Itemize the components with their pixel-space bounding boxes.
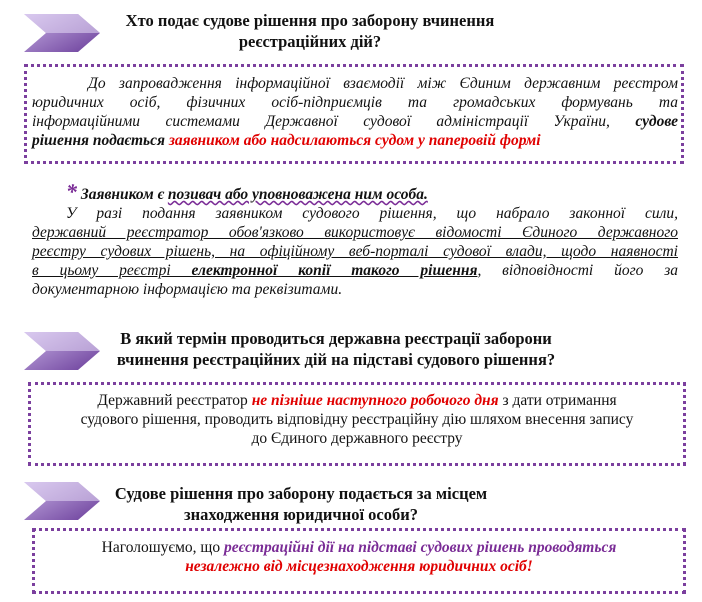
section-3-title-line-2: знаходження юридичної особи? [183,505,418,524]
section-1-title-line-1: Хто подає судове рішення про заборону вчинення [125,11,495,30]
chevron-arrow-icon [20,480,104,522]
chevron-arrow-icon [20,330,104,372]
chevron-arrow-icon [20,12,104,54]
note-paragraph [32,179,679,299]
section-3-answer-text [40,538,678,576]
section-2-answer-text [36,391,678,448]
section-2-title-line-1: В який термін проводиться державна реєстрації заборони [120,329,552,348]
section-2-title [96,328,576,370]
section-1-title [100,10,520,52]
note-line-1: * Заявником є позивач або уповноважена ним особа. [66,179,428,204]
asterisk-icon: * [66,179,77,204]
section-2-answer-line-1: Державний реєстратор не пізніше наступного робочого дня з дати отримання [97,392,617,409]
section-3-title-line-1: Судове рішення про заборону подається за місцем [114,484,488,503]
section-3-answer-line-1: Наголошуємо, що реєстраційні дії на підставі судових рішень проводяться [101,539,617,556]
note-line-5: в цьому реєстрі електронної копії такого рішення, відповідності його за [32,262,679,279]
section-3-title [96,483,506,525]
section-1-answer-text [32,74,678,150]
section-2-answer-line-3: до Єдиного державного реєстру [251,430,463,447]
section-3-answer-line-2: незалежно від місцезнаходження юридичних осіб! [185,558,533,575]
note-line-2: У разі подання заявником судового рішення, що набрало законної сили, [66,205,678,222]
section-1-title-line-2: реєстраційних дій? [238,32,382,51]
section-2-title-line-2: вчинення реєстраційних дій на підставі судового рішення? [116,350,556,369]
note-line-3: державний реєстратор обов'язково використовує відомості Єдиного державного [32,224,678,241]
note-line-6: документарною інформацією та реквізитами. [32,281,343,298]
section-1-answer-line-2: юридичних осіб, фізичних осіб-підприємців та громадських формувань та [32,94,678,111]
section-2-answer-line-2: судового рішення, проводить відповідну реєстраційну дію шляхом внесення запису [80,411,634,428]
section-1-answer-line-3: інформаційними системами Державної судової адміністрації України, судове [32,113,678,130]
section-1-answer-line-4: рішення подається заявником або надсилаються судом у паперовій формі [32,132,541,149]
section-1-answer-line-1: До запровадження інформаційної взаємодії між Єдиним державним реєстром [88,75,678,92]
note-line-4: реєстру судових рішень, на офіційному веб-порталі судової влади, щодо наявності [32,243,678,260]
